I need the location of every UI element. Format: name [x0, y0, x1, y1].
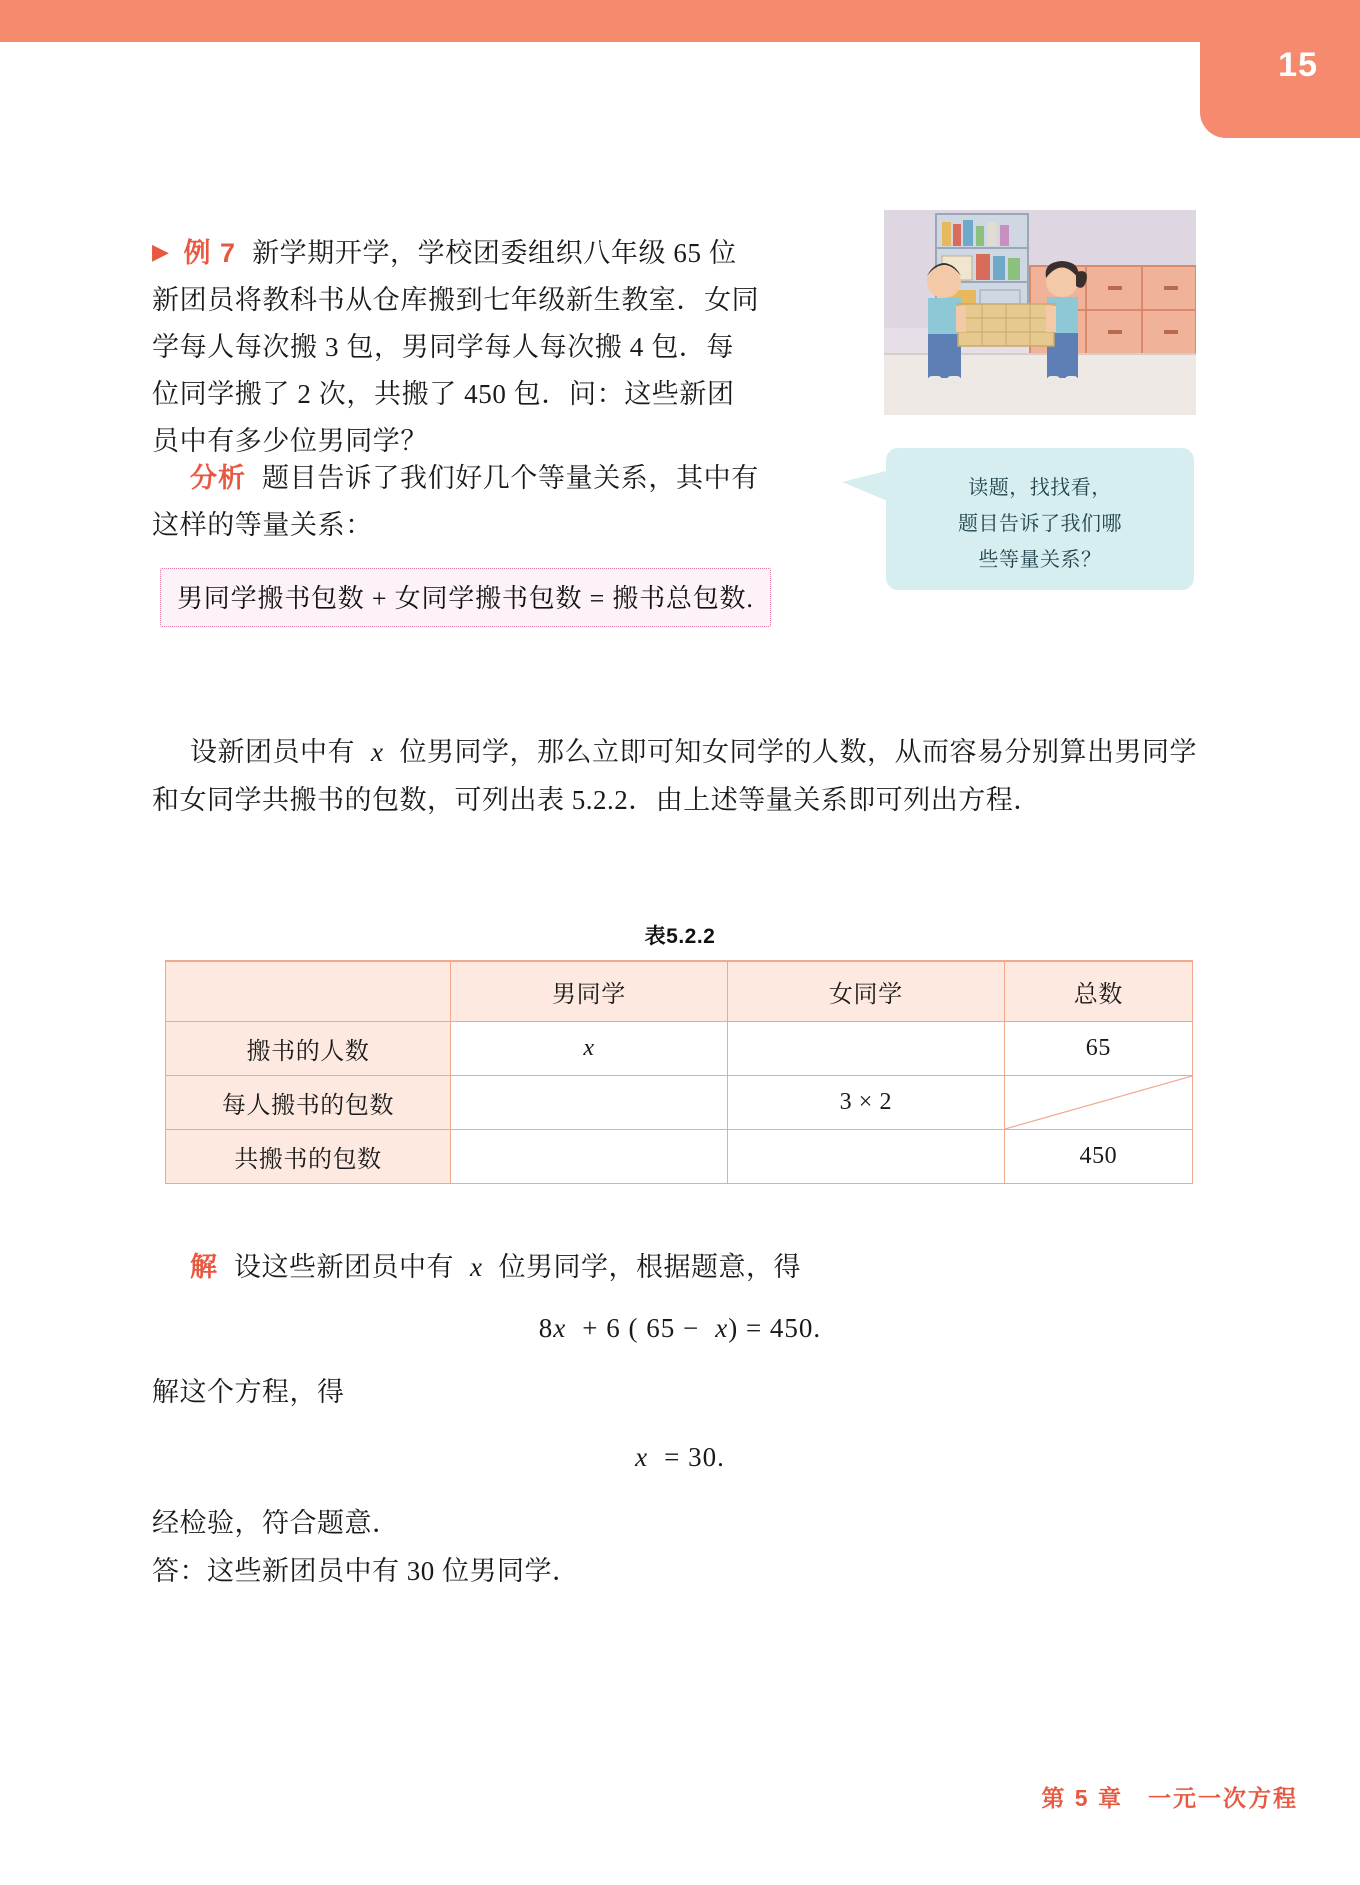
table-row-header-0: 搬书的人数: [166, 1022, 451, 1076]
table-row: [166, 1076, 1193, 1130]
example-label: 例 7: [183, 238, 237, 268]
table-col-header-0: [166, 961, 451, 1022]
table-row-header-1: 每人搬书的包数: [166, 1076, 451, 1130]
equation-1-x2: x: [715, 1313, 729, 1343]
example-block: [152, 228, 882, 465]
solution-line-2: [152, 1368, 1208, 1416]
analysis-text-line-1: 题目告诉了我们好几个等量关系，其中有: [262, 463, 759, 493]
table-cell-r1c2-struck: [1004, 1076, 1192, 1130]
body-paragraph-variable: x: [371, 737, 384, 767]
solution-text-a: 设这些新团员中有: [234, 1252, 454, 1282]
solution-line-3: 经检验，符合题意．: [152, 1508, 400, 1538]
equal-relation-box: 男同学搬书包数 + 女同学搬书包数 = 搬书总包数.: [160, 568, 771, 627]
table-cell-r2c1: [727, 1130, 1004, 1184]
example-text-line-5: 员中有多少位男同学？: [152, 426, 428, 456]
equation-2-value: = 30.: [664, 1442, 725, 1472]
table-cell-r1c0: [451, 1076, 728, 1130]
bubble-line-1: 读题，找找看，: [968, 477, 1112, 499]
equation-1-tail: ) = 450.: [728, 1313, 822, 1343]
solution-block: [152, 1243, 1208, 1595]
solution-first-line: [152, 1243, 1208, 1291]
table-header-row: [166, 961, 1193, 1022]
table-cell-r1c1: 3 × 2: [727, 1076, 1004, 1130]
speech-bubble-text: [886, 470, 1194, 578]
illustration-svg: [884, 210, 1196, 415]
equation-1-x1: x: [553, 1313, 567, 1343]
triangle-marker-icon: ▶: [152, 239, 170, 264]
solution-line-4: 答：这些新团员中有 30 位男同学．: [152, 1556, 580, 1586]
equation-1-mid: + 6 ( 65 −: [582, 1313, 700, 1343]
bubble-line-3: 些等量关系？: [978, 549, 1102, 571]
analysis-block: [152, 455, 882, 549]
table-row-header-2: 共搬书的包数: [166, 1130, 451, 1184]
table-caption: 表5.2.2: [644, 925, 716, 948]
strikethrough-diagonal-icon: [1005, 1076, 1192, 1129]
speech-bubble: [886, 448, 1194, 590]
bubble-line-2: 题目告诉了我们哪: [958, 513, 1122, 535]
equation-2: [152, 1442, 1208, 1473]
table-cell-r2c2: 450: [1004, 1130, 1192, 1184]
example-first-line: [152, 228, 882, 277]
body-paragraph: [152, 728, 1208, 824]
example-text-line-3: 学每人每次搬 3 包，男同学每人每次搬 4 包．每: [152, 332, 734, 362]
table-col-header-1: 男同学: [451, 961, 728, 1022]
table-wrapper: [165, 960, 1193, 1184]
page-number: 15: [1278, 46, 1318, 84]
table-row: [166, 1130, 1193, 1184]
data-table: [165, 960, 1193, 1184]
analysis-first-line: [152, 455, 882, 502]
equation-1-coeff: 8: [538, 1313, 554, 1343]
table-cell-r2c0: [451, 1130, 728, 1184]
example-text-line-4: 位同学搬了 2 次，共搬了 450 包．问：这些新团: [152, 379, 735, 409]
table-cell-r0c0: x: [451, 1022, 728, 1076]
table-col-header-3: 总数: [1004, 961, 1192, 1022]
table-cell-r0c1: [727, 1022, 1004, 1076]
example-text-line-2: 新团员将教科书从仓库搬到七年级新生教室．女同: [152, 285, 760, 315]
solution-label: 解: [190, 1252, 218, 1282]
solution-variable: x: [470, 1252, 483, 1282]
example-text-line-1: 新学期开学，学校团委组织八年级 65 位: [252, 238, 737, 268]
speech-bubble-tail: [842, 470, 890, 502]
classroom-illustration: [884, 210, 1196, 415]
analysis-label: 分析: [190, 463, 246, 493]
body-paragraph-prefix: 设新团员中有: [190, 737, 355, 767]
body-paragraph-rest: 位男同学，那么立即可知女同学的人数，从而容易分别算出男同学和女同学共搬书的包数，可列出表 5.2.2．由上述等量关系即可列出方程．: [152, 737, 1197, 815]
table-row: [166, 1022, 1193, 1076]
solution-line-2-text: 解这个方程，得: [152, 1377, 345, 1407]
chapter-footer: 第 5 章 一元一次方程: [1041, 1785, 1298, 1811]
table-col-header-2: 女同学: [727, 961, 1004, 1022]
equation-1: [152, 1313, 1208, 1344]
table-top-rule: [165, 960, 1193, 962]
solution-text-b: 位男同学，根据题意，得: [498, 1252, 801, 1282]
table-cell-r0c2: 65: [1004, 1022, 1192, 1076]
equation-2-x: x: [635, 1442, 649, 1472]
analysis-text-line-2: 这样的等量关系：: [152, 510, 373, 540]
